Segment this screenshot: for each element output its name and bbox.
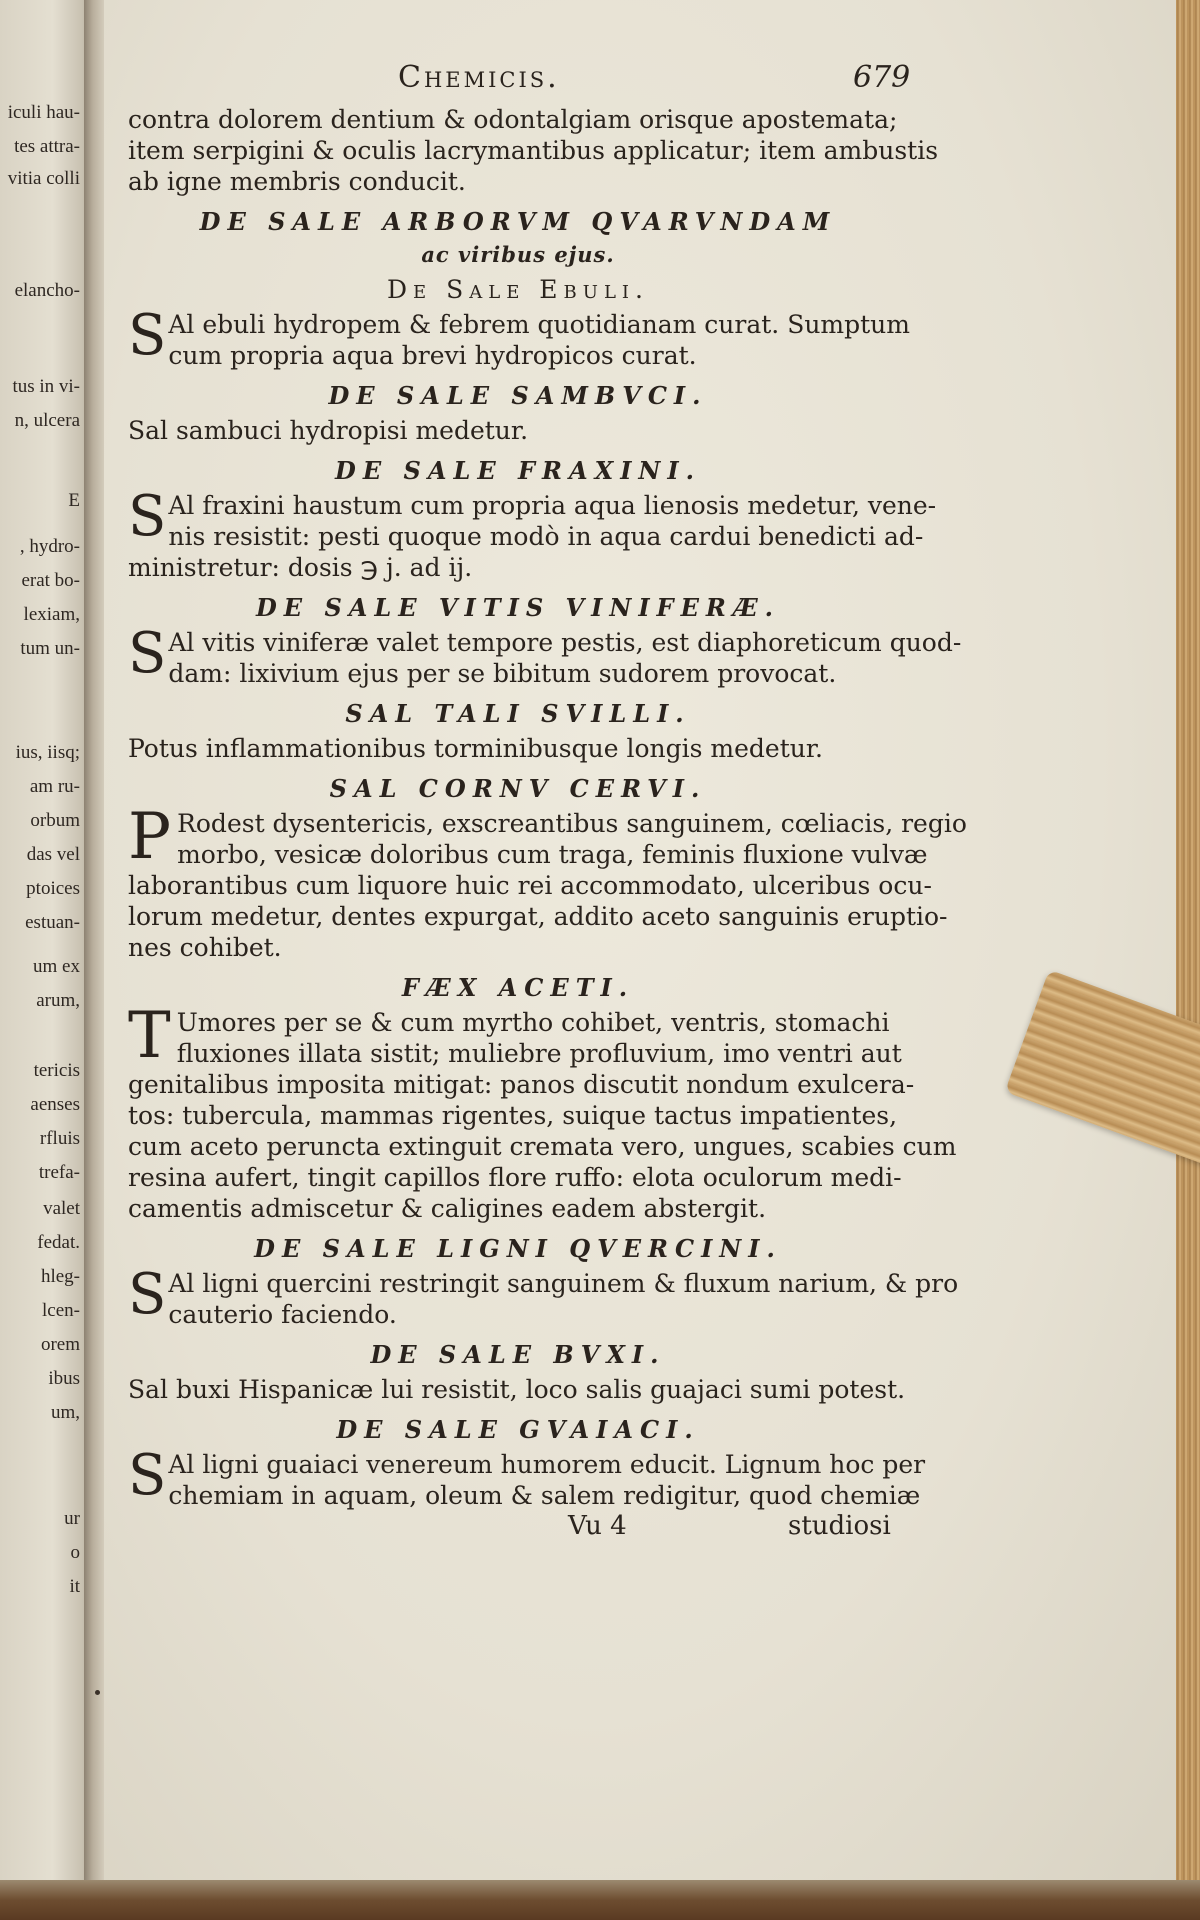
left-page-text-fragment: ptoices [26,878,80,899]
left-page-text-fragment: rfluis [39,1128,80,1149]
text-line: dam: lixivium ejus per se bibitum sudorem provocat. [168,659,837,688]
text-line: Al vitis viniferæ valet tempore pestis, est diaphoreticum quod- [168,628,962,657]
left-page-text-fragment: elancho- [14,280,80,301]
text-line: ministretur: dosis ℈ j. ad ij. [128,553,473,582]
running-title: Chemicis. [398,60,560,95]
drop-cap: T [128,999,171,1073]
section-paragraph [128,415,908,446]
section-heading: SAL TALI SVILLI. [345,699,691,728]
section-heading: FÆX ACETI. [401,973,635,1002]
section-heading: DE SALE SAMBVCI. [328,381,708,410]
section-paragraph [128,1262,959,1330]
section-heading: DE SALE ARBORVM QVARVNDAM [199,207,837,236]
drop-cap: S [128,621,167,686]
text-line: Rodest dysentericis, exscreantibus sanguinem, cœliacis, regio [177,809,967,838]
left-page-text-fragment: E [68,490,80,511]
left-page-text-fragment: n, ulcera [14,410,80,431]
section-paragraph [128,999,957,1224]
section-heading: DE SALE VITIS VINIFERÆ. [255,593,781,622]
section-heading: DE SALE FRAXINI. [335,456,701,485]
text-line: tos: tubercula, mammas rigentes, suique tactus impatientes, [128,1101,898,1130]
book-gutter [84,0,106,1890]
text-line: Al ligni quercini restringit sanguinem & fluxum narium, & pro [168,1269,959,1298]
text-line: camentis admiscetur & caligines eadem abstergit. [128,1194,767,1223]
text-line: contra dolorem dentium & odontalgiam orisque apostemata; [128,105,898,134]
section-paragraph [128,733,908,764]
left-page-text-fragment: ibus [48,1368,80,1389]
left-page-text-fragment: um, [50,1402,80,1423]
left-page-text-fragment: lcen- [42,1300,80,1321]
drop-cap: P [128,800,172,874]
text-line: nes cohibet. [128,933,282,962]
section-heading: SAL CORNV CERVI. [329,774,707,803]
left-page-text-fragment: tum un- [20,638,80,659]
left-page-text-fragment: o [70,1542,80,1563]
left-page-text-fragment: lexiam, [23,604,80,625]
section-heading: DE SALE GVAIACI. [336,1415,700,1444]
text-line: fluxiones illata sistit; muliebre profluvium, imo ventri aut [176,1039,902,1068]
text-line: Al ebuli hydropem & febrem quotidianam curat. Sumptum [168,310,910,339]
text-line: morbo, vesicæ doloribus cum traga, feminis fluxione vulvæ [177,840,928,869]
section-paragraph [128,484,937,583]
text-line: Sal sambuci hydropisi medetur. [128,416,529,445]
left-page-text-fragment: erat bo- [21,570,80,591]
text-line: Al ligni guaiaci venereum humorem educit. Lignum hoc per [168,1450,926,1479]
text-line: cum aceto peruncta extinguit cremata vero, ungues, scabies cum [128,1132,957,1161]
section-paragraph [128,1443,926,1511]
text-line: cum propria aqua brevi hydropicos curat. [168,341,697,370]
text-line: resina aufert, tingit capillos flore ruffo: elota oculorum medi- [128,1163,902,1192]
left-page-text-fragment: das vel [26,844,80,865]
text-line: nis resistit: pesti quoque modò in aqua cardui benedicti ad- [168,522,924,551]
left-page-text-fragment: aenses [30,1094,80,1115]
text-line: Umores per se & cum myrtho cohibet, ventris, stomachi [176,1008,890,1037]
page-edge-stack [1176,0,1200,1920]
left-page-text-fragment: fedat. [37,1232,80,1253]
section-paragraph [128,800,967,963]
text-line: chemiam in aquam, oleum & salem redigitur, quod chemiæ [168,1481,921,1510]
page-number: 679 [853,60,911,95]
text-line: Sal buxi Hispanicæ lui resistit, loco salis guajaci sumi potest. [128,1375,906,1404]
text-line: genitalibus imposita mitigat: panos discutit nondum exulcera- [128,1070,915,1099]
left-page-text-fragment: valet [43,1198,80,1219]
left-page-text-fragment: ius, iisq; [15,742,80,763]
left-page-text-fragment: tericis [33,1060,80,1081]
text-line: Potus inflammationibus torminibusque longis medetur. [128,734,823,763]
section-subheading: De Sale Ebuli. [387,275,649,304]
left-page-text-fragment: , hydro- [19,536,80,557]
section-heading: DE SALE LIGNI QVERCINI. [254,1234,782,1263]
left-page-text-fragment: hleg- [40,1266,80,1287]
left-page-text-fragment: vitia colli [7,168,80,189]
running-head [128,58,911,102]
catchword: studiosi [788,1511,891,1541]
section-heading: DE SALE BVXI. [370,1340,666,1369]
left-page-text-fragment: arum, [36,990,80,1011]
text-line: Al fraxini haustum cum propria aqua lienosis medetur, vene- [168,491,937,520]
left-page-text-fragment: tes attra- [14,136,80,157]
sections [128,206,967,1511]
page-footer [128,1511,908,1545]
left-page-text-fragment: iculi hau- [7,102,80,123]
left-page-text-fragment: it [69,1576,80,1597]
text-line: lorum medetur, dentes expurgat, addito aceto sanguinis eruptio- [128,902,948,931]
text-line: item serpigini & oculis lacrymantibus applicatur; item ambustis [128,136,939,165]
left-page-text-fragment: ur [64,1508,80,1529]
left-page-text-fragment: trefa- [38,1162,80,1183]
book-bottom-edge [0,1880,1200,1920]
signature-mark: Vu 4 [568,1511,627,1541]
left-page-fragment [0,0,96,1880]
left-page-text-fragment: estuan- [25,912,80,933]
text-line: laborantibus cum liquore huic rei accommodato, ulceribus ocu- [128,871,932,900]
section-paragraph [128,621,962,689]
drop-cap: S [128,1443,167,1508]
drop-cap: S [128,484,167,549]
opening-paragraph [128,104,939,197]
left-page-text-fragment: orbum [30,810,80,831]
left-page-text-fragment: tus in vi- [12,376,80,397]
text-line: ab igne membris conducit. [128,167,466,196]
page-content [128,58,967,1545]
drop-cap: S [128,303,167,368]
section-paragraph [128,1374,908,1405]
left-page-text-fragment: orem [40,1334,80,1355]
left-page-text-fragment: um ex [33,956,80,977]
left-page-text-fragment: am ru- [29,776,80,797]
section-paragraph [128,303,910,371]
ink-speck [95,1690,100,1695]
section-subheading: ac viribus ejus. [421,242,615,267]
text-line: cauterio faciendo. [168,1300,397,1329]
drop-cap: S [128,1262,167,1327]
